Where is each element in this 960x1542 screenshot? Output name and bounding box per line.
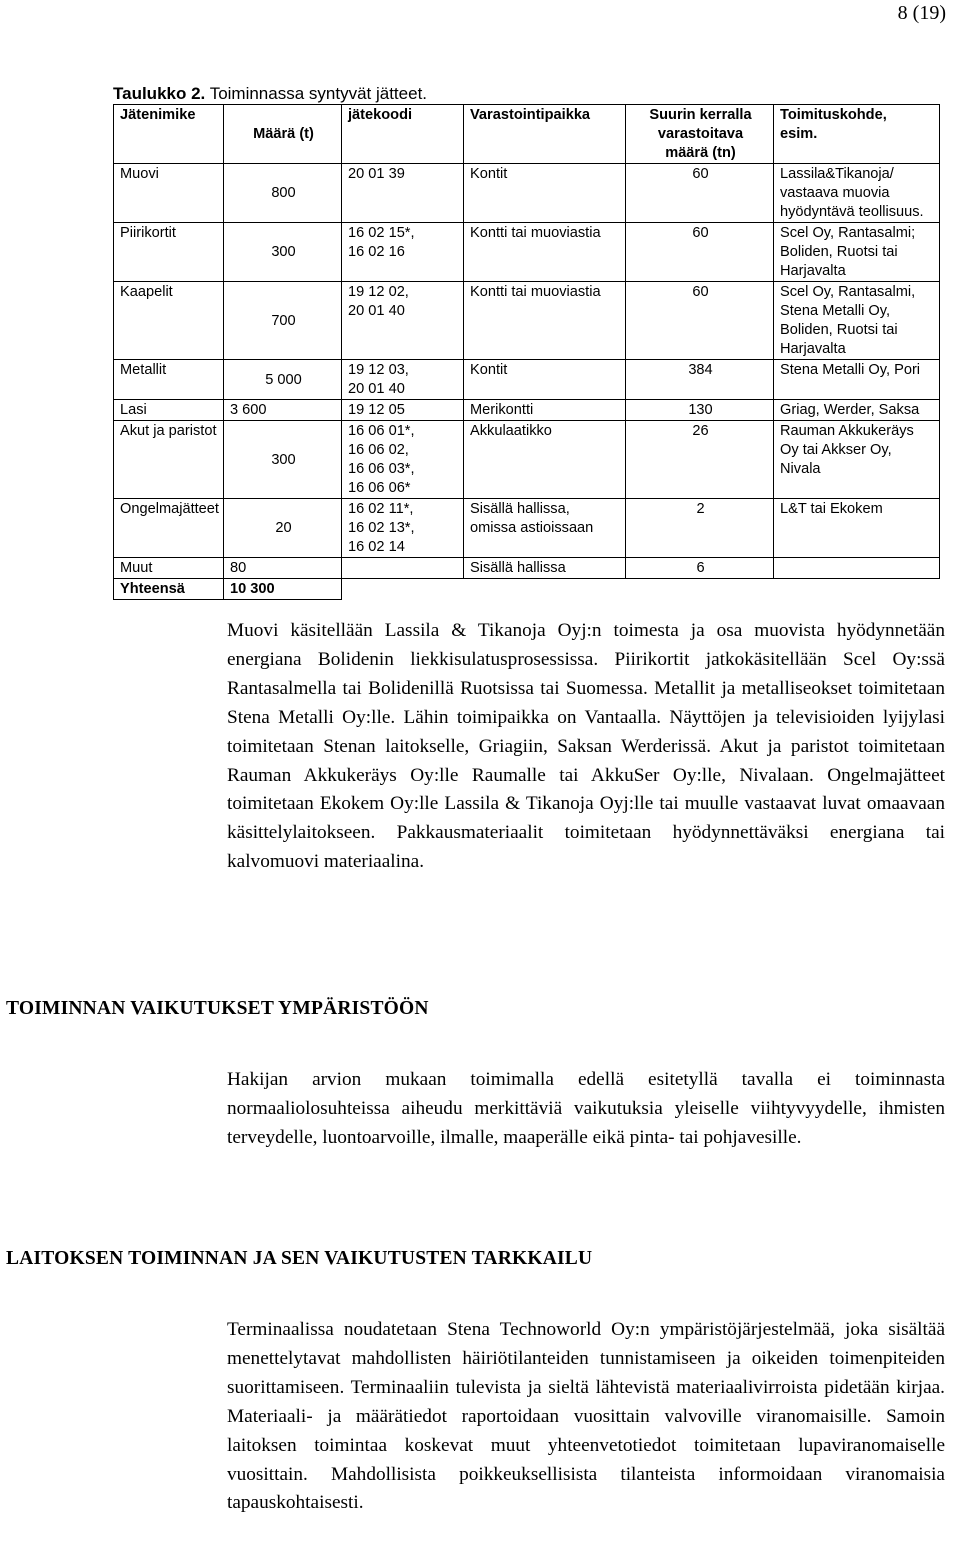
table-row — [114, 223, 940, 282]
section-heading-environmental-effects: TOIMINNAN VAIKUTUKSET YMPÄRISTÖÖN — [6, 998, 429, 1019]
cell-name: Lasi — [114, 400, 224, 421]
table-row — [114, 421, 940, 499]
table-total-row — [114, 579, 940, 600]
table-header-row — [114, 105, 940, 164]
table-caption-text: Toiminnassa syntyvät jätteet. — [209, 84, 428, 103]
col-header-max: Suurin kerralla varastoitava määrä (tn) — [626, 105, 774, 164]
section-heading-monitoring: LAITOKSEN TOIMINNAN JA SEN VAIKUTUSTEN TARKKAILU — [6, 1248, 593, 1269]
table-caption-label: Taulukko 2. — [113, 84, 206, 103]
table-caption — [113, 84, 427, 104]
cell-max: 130 — [626, 400, 774, 421]
cell-destination: Scel Oy, Rantasalmi, Stena Metalli Oy, Boliden, Ruotsi tai Harjavalta — [774, 282, 940, 360]
cell-amount: 20 — [224, 499, 342, 558]
cell-storage: Kontti tai muoviastia — [464, 282, 626, 360]
cell-storage: Kontit — [464, 360, 626, 400]
waste-table — [113, 104, 940, 600]
col-header-destination: Toimituskohde, esim. — [774, 105, 940, 164]
cell-amount: 300 — [224, 223, 342, 282]
cell-code: 16 02 15*, 16 02 16 — [342, 223, 464, 282]
cell-code: 20 01 39 — [342, 164, 464, 223]
cell-max: 60 — [626, 223, 774, 282]
cell-code: 16 02 11*, 16 02 13*, 16 02 14 — [342, 499, 464, 558]
cell-storage: Kontti tai muoviastia — [464, 223, 626, 282]
table-row — [114, 282, 940, 360]
cell-name: Kaapelit — [114, 282, 224, 360]
cell-code: 16 06 01*, 16 06 02, 16 06 03*, 16 06 06* — [342, 421, 464, 499]
cell-max: 26 — [626, 421, 774, 499]
cell-max: 2 — [626, 499, 774, 558]
cell-code: 19 12 02, 20 01 40 — [342, 282, 464, 360]
cell-code: 19 12 03, 20 01 40 — [342, 360, 464, 400]
col-header-code: jätekoodi — [342, 105, 464, 164]
cell-storage: Akkulaatikko — [464, 421, 626, 499]
cell-max: 60 — [626, 164, 774, 223]
cell-max: 384 — [626, 360, 774, 400]
table-row — [114, 164, 940, 223]
cell-amount: 5 000 — [224, 360, 342, 400]
table-row — [114, 558, 940, 579]
page-number: 8 (19) — [897, 2, 946, 24]
col-header-amount: Määrä (t) — [224, 105, 342, 164]
cell-destination: Scel Oy, Rantasalmi; Boliden, Ruotsi tai Harjavalta — [774, 223, 940, 282]
cell-storage: Merikontti — [464, 400, 626, 421]
cell-destination: Stena Metalli Oy, Pori — [774, 360, 940, 400]
cell-name: Piirikortit — [114, 223, 224, 282]
cell-code — [342, 558, 464, 579]
cell-storage: Sisällä hallissa — [464, 558, 626, 579]
cell-destination — [774, 558, 940, 579]
cell-amount: 700 — [224, 282, 342, 360]
cell-destination: Rauman Akkukeräys Oy tai Akkser Oy, Nivala — [774, 421, 940, 499]
cell-amount: 300 — [224, 421, 342, 499]
cell-max: 6 — [626, 558, 774, 579]
table-row — [114, 499, 940, 558]
cell-storage: Kontit — [464, 164, 626, 223]
cell-total-amount: 10 300 — [224, 579, 342, 600]
cell-name: Metallit — [114, 360, 224, 400]
paragraph-waste-handling: Muovi käsitellään Lassila & Tikanoja Oyj:n toimesta ja osa muovista hyödynnetään energiana Bolidenin liekkisulatusprosessissa. Piirikortit jatkokäsitellään Scel Oy:ssä Rantasalmella tai Bolidenillä Ruotsissa tai Suomessa. Metallit ja metalliseokset toimitetaan Stena Metalli Oy:lle. Lähin toimipaikka on Vantaalla. Näyttöjen ja televisioiden lyijylasi toimitetaan Stenan laitokselle, Griagiin, Saksan Werderissä. Akut ja paristot toimitetaan Rauman Akkukeräys Oy:lle Raumalle tai AkkuSer Oy:lle, Nivalaan. Ongelmajätteet toimitetaan Ekokem Oy:lle Lassila & Tikanoja Oyj:lle tai muulle vastaavat luvat omaavaan käsittelylaitokseen. Pakkausmateriaalit toimitetaan hyödynnettäväksi energiana tai kalvomuovi materiaalina. — [227, 620, 945, 873]
cell-name: Ongelmajätteet — [114, 499, 224, 558]
col-header-name: Jätenimike — [114, 105, 224, 164]
cell-amount: 80 — [224, 558, 342, 579]
cell-name: Muut — [114, 558, 224, 579]
cell-destination: Lassila&Tikanoja/ vastaava muovia hyödyntävä teollisuus. — [774, 164, 940, 223]
cell-storage: Sisällä hallissa, omissa astioissaan — [464, 499, 626, 558]
col-header-storage: Varastointipaikka — [464, 105, 626, 164]
cell-destination: L&T tai Ekokem — [774, 499, 940, 558]
paragraph-monitoring: Terminaalissa noudatetaan Stena Technoworld Oy:n ympäristöjärjestelmää, joka sisältää menettelytavat mahdollisten häiriötilanteiden tunnistamiseen ja oikeiden toimenpiteiden suorittamiseen. Terminaaliin tulevista ja sieltä lähtevistä materiaalivirroista pidetään kirjaa. Materiaali- ja määrätiedot raportoidaan vuosittain valvoville viranomaisille. Samoin laitoksen toimintaa koskevat muut yhteenvetotiedot toimitetaan lupaviranomaiselle vuosittain. Mahdollisista poikkeuksellisista tilanteista informoidaan viranomaisia tapauskohtaisesti. — [227, 1319, 945, 1514]
cell-amount: 3 600 — [224, 400, 342, 421]
cell-max: 60 — [626, 282, 774, 360]
cell-name: Muovi — [114, 164, 224, 223]
table-row — [114, 360, 940, 400]
cell-name: Akut ja paristot — [114, 421, 224, 499]
paragraph-environmental-effects: Hakijan arvion mukaan toimimalla edellä esitetyllä tavalla ei toiminnasta normaaliolosuhteissa aiheudu merkittäviä vaikutuksia yleiselle viihtyvyydelle, ihmisten terveydelle, luontoarvoille, ilmalle, maaperälle eikä pinta- tai pohjavesille. — [227, 1069, 945, 1148]
cell-total-label: Yhteensä — [114, 579, 224, 600]
cell-destination: Griag, Werder, Saksa — [774, 400, 940, 421]
cell-code: 19 12 05 — [342, 400, 464, 421]
cell-amount: 800 — [224, 164, 342, 223]
table-row — [114, 400, 940, 421]
